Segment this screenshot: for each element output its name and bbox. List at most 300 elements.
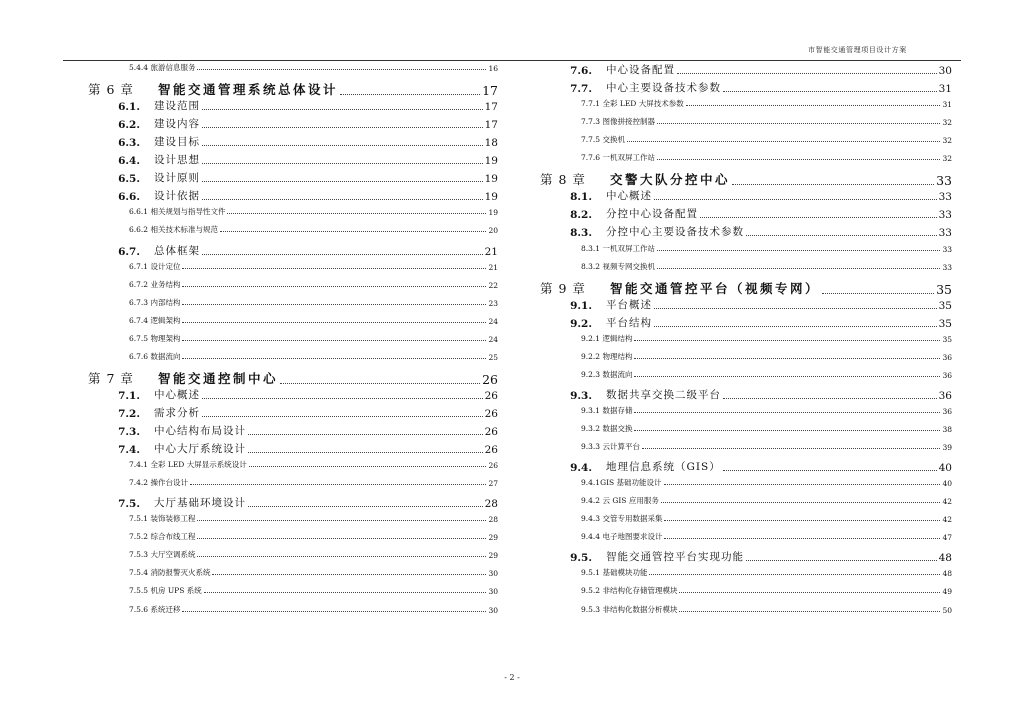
entry-text: 6.7.3 内部结构	[129, 297, 181, 307]
dot-leader	[202, 127, 483, 128]
toc-entry-title	[540, 369, 632, 380]
entry-page-number: 42	[942, 515, 952, 525]
entry-page-number: 25	[488, 352, 498, 362]
toc-section-entry[interactable]	[540, 297, 952, 312]
dot-leader	[746, 560, 937, 561]
entry-text: 9.2.3 数据流向	[581, 369, 633, 379]
dot-leader	[642, 448, 940, 449]
entry-text: 设计思想	[154, 154, 200, 167]
dot-leader	[197, 520, 486, 521]
toc-entry-title	[88, 441, 246, 456]
entry-page-number: 26	[484, 426, 498, 438]
toc-entry-title	[88, 387, 200, 402]
toc-section-entry[interactable]	[88, 441, 498, 456]
chapter-number: 第 8 章	[540, 172, 586, 188]
toc-entry-title	[88, 459, 247, 470]
dot-leader	[634, 430, 940, 431]
section-number: 7.4.	[118, 444, 140, 457]
toc-entry-title	[540, 170, 730, 188]
section-number: 7.3.	[118, 426, 140, 438]
toc-entry-title	[540, 315, 652, 330]
toc-entry-title	[88, 80, 338, 98]
entry-page-number: 17	[484, 101, 498, 114]
entry-text: 设计原则	[154, 172, 200, 185]
entry-text: 智能交通管理系统总体设计	[158, 82, 339, 98]
toc-section-entry[interactable]	[88, 188, 498, 203]
dot-leader	[654, 326, 937, 327]
dot-leader	[182, 286, 486, 287]
toc-section-entry[interactable]	[88, 134, 498, 149]
toc-entry-title	[88, 134, 200, 149]
entry-page-number: 20	[488, 226, 498, 236]
entry-text: 中心大厅系统设计	[154, 443, 246, 456]
entry-page-number: 26	[482, 371, 498, 387]
entry-text: 7.4.1 全彩 LED 大屏显示系统设计	[129, 460, 247, 470]
toc-subsection-entry[interactable]	[88, 531, 498, 542]
toc-subsection-entry[interactable]	[88, 62, 498, 73]
entry-text: 数据共享交换二级平台	[606, 388, 721, 401]
toc-entry-title	[540, 423, 632, 434]
toc-section-entry[interactable]	[540, 80, 952, 95]
toc-subsection-entry[interactable]	[88, 351, 498, 362]
entry-text: 6.6.2 相关技术标准与规范	[129, 225, 218, 235]
toc-entry-title	[88, 423, 246, 438]
toc-subsection-entry[interactable]	[540, 98, 952, 109]
entry-page-number: 18	[484, 137, 498, 150]
entry-text: 6.6.1 相关规划与指导性文件	[129, 207, 226, 217]
dot-leader	[661, 502, 941, 503]
entry-page-number: 40	[942, 479, 952, 489]
dot-leader	[248, 434, 483, 435]
toc-entry-title	[540, 333, 632, 344]
dot-leader	[664, 484, 941, 485]
entry-text: 中心结构布局设计	[154, 425, 246, 437]
entry-text: 6.7.2 业务结构	[129, 279, 181, 289]
entry-page-number: 23	[488, 298, 498, 308]
toc-section-entry[interactable]	[88, 243, 498, 258]
section-number: 7.2.	[118, 407, 140, 420]
entry-text: 9.4.2 云 GIS 应用服务	[581, 496, 659, 506]
entry-text: 9.4.1GIS 基础功能设计	[581, 478, 662, 488]
dot-leader	[182, 358, 486, 359]
toc-subsection-entry[interactable]	[540, 585, 952, 596]
section-number: 9.4.	[570, 462, 592, 475]
toc-section-entry[interactable]	[88, 152, 498, 167]
entry-text: 9.3.2 数据交换	[581, 424, 633, 433]
toc-subsection-entry[interactable]	[540, 152, 952, 163]
toc-section-entry[interactable]	[88, 98, 498, 113]
toc-entry-title	[88, 531, 195, 542]
entry-page-number: 27	[488, 479, 498, 489]
toc-subsection-entry[interactable]	[540, 567, 952, 578]
entry-page-number: 21	[488, 262, 498, 272]
entry-page-number: 24	[488, 334, 498, 344]
toc-subsection-entry[interactable]	[540, 604, 952, 615]
dot-leader	[212, 574, 486, 575]
dot-leader	[340, 94, 480, 95]
entry-text: 中心主要设备技术参数	[606, 82, 721, 95]
entry-page-number: 33	[938, 191, 952, 204]
toc-entry-title	[88, 62, 195, 73]
toc-subsection-entry[interactable]	[540, 405, 952, 416]
toc-section-entry[interactable]	[88, 423, 498, 438]
entry-page-number: 35	[938, 299, 952, 312]
toc-section-entry[interactable]	[88, 116, 498, 131]
entry-page-number: 17	[484, 119, 498, 132]
dot-leader	[227, 213, 486, 214]
toc-entry-title	[88, 188, 200, 203]
entry-text: 7.7.5 交换机	[581, 135, 625, 145]
dot-leader	[700, 217, 937, 218]
entry-text: 9.5.1 基础模块功能	[581, 568, 648, 578]
toc-entry-title	[88, 261, 180, 272]
toc-subsection-entry[interactable]	[88, 261, 498, 272]
toc-entry-title	[88, 243, 200, 258]
dot-leader	[679, 611, 940, 612]
toc-subsection-entry[interactable]	[88, 585, 498, 596]
toc-entry-title	[88, 513, 195, 524]
toc-entry-title	[88, 279, 180, 290]
entry-text: 总体框架	[154, 244, 200, 257]
entry-page-number: 17	[482, 83, 498, 99]
entry-text: 7.5.6 系统迁移	[129, 604, 181, 614]
entry-page-number: 32	[942, 136, 952, 146]
dot-leader	[202, 199, 483, 200]
toc-subsection-entry[interactable]	[88, 333, 498, 344]
toc-entry-title	[88, 369, 278, 387]
section-number: 8.3.	[570, 227, 592, 240]
entry-page-number: 30	[488, 605, 498, 615]
entry-text: 7.5.1 装饰装修工程	[129, 514, 196, 524]
entry-page-number: 19	[484, 155, 498, 168]
section-number: 6.1.	[118, 101, 140, 114]
dot-leader	[280, 383, 480, 384]
entry-page-number: 47	[942, 533, 952, 543]
section-number: 6.6.	[118, 191, 140, 204]
entry-page-number: 19	[484, 173, 498, 186]
toc-entry-title	[88, 333, 180, 344]
entry-page-number: 19	[484, 191, 498, 204]
toc-section-entry[interactable]	[88, 405, 498, 420]
entry-page-number: 26	[484, 389, 498, 402]
toc-entry-title	[88, 495, 246, 510]
toc-entry-title	[540, 98, 684, 109]
toc-subsection-entry[interactable]	[88, 477, 498, 488]
dot-leader	[182, 340, 486, 341]
dot-leader	[723, 91, 937, 92]
toc-section-entry[interactable]	[540, 224, 952, 239]
entry-page-number: 48	[942, 569, 952, 579]
entry-page-number: 26	[484, 444, 498, 457]
entry-page-number: 35	[942, 334, 952, 344]
entry-text: 9.3.3 云计算平台	[581, 442, 640, 452]
entry-text: 9.4.4 电子地图要求设计	[581, 532, 663, 542]
entry-text: 9.5.2 非结构化存储管理模块	[581, 586, 678, 596]
toc-entry-title	[88, 170, 200, 185]
toc-entry-title	[88, 604, 180, 615]
dot-leader	[204, 592, 487, 593]
entry-page-number: 33	[938, 227, 952, 240]
entry-page-number: 26	[488, 461, 498, 471]
entry-page-number: 33	[942, 262, 952, 272]
toc-entry-title	[540, 585, 677, 596]
dot-leader	[634, 376, 940, 377]
dot-leader	[657, 250, 940, 251]
entry-page-number: 33	[938, 209, 952, 222]
dot-leader	[220, 231, 486, 232]
entry-page-number: 49	[942, 587, 952, 597]
toc-subsection-entry[interactable]	[88, 297, 498, 308]
entry-page-number: 31	[942, 100, 952, 110]
dot-leader	[202, 163, 483, 164]
entry-text: 交警大队分控中心	[610, 172, 731, 188]
toc-entry-title	[540, 531, 662, 542]
entry-text: 8.3.2 视频专网交换机	[581, 261, 655, 271]
entry-text: 建设范围	[154, 100, 200, 113]
toc-subsection-entry[interactable]	[540, 134, 952, 145]
entry-text: 中心概述	[606, 190, 652, 203]
section-number: 8.1.	[570, 191, 592, 204]
entry-page-number: 30	[488, 587, 498, 597]
toc-entry-title	[88, 116, 200, 131]
dot-leader	[182, 611, 486, 612]
toc-entry-title	[540, 134, 625, 145]
dot-leader	[664, 538, 940, 539]
toc-section-entry[interactable]	[540, 315, 952, 330]
toc-entry-title	[88, 585, 202, 596]
toc-chapter-entry[interactable]	[88, 80, 498, 98]
section-number: 6.5.	[118, 173, 140, 186]
toc-entry-title	[540, 513, 662, 524]
entry-page-number: 35	[936, 281, 952, 297]
toc-section-entry[interactable]	[540, 62, 952, 77]
toc-subsection-entry[interactable]	[88, 206, 498, 217]
dot-leader	[679, 592, 940, 593]
entry-page-number: 36	[938, 389, 952, 402]
toc-subsection-entry[interactable]	[540, 351, 952, 362]
toc-entry-title	[540, 495, 659, 506]
dot-leader	[657, 268, 940, 269]
dot-leader	[654, 199, 937, 200]
toc-subsection-entry[interactable]	[540, 441, 952, 452]
entry-page-number: 31	[938, 83, 952, 96]
dot-leader	[197, 556, 486, 557]
entry-text: 6.7.1 设计定位	[129, 261, 181, 271]
dot-leader	[723, 470, 937, 471]
toc-subsection-entry[interactable]	[88, 604, 498, 615]
dot-leader	[202, 398, 483, 399]
dot-leader	[202, 181, 483, 182]
entry-text: 智能交通管控平台实现功能	[606, 551, 744, 564]
toc-subsection-entry[interactable]	[88, 315, 498, 326]
dot-leader	[182, 304, 486, 305]
toc-chapter-entry[interactable]	[88, 369, 498, 387]
entry-text: 地理信息系统（GIS）	[606, 461, 721, 474]
section-number: 9.1.	[570, 299, 592, 312]
entry-page-number: 50	[942, 605, 952, 615]
toc-entry-title	[540, 261, 655, 272]
toc-subsection-entry[interactable]	[88, 513, 498, 524]
toc-subsection-entry[interactable]	[540, 369, 952, 380]
entry-text: 9.4.3 交管专用数据采集	[581, 514, 663, 524]
dot-leader	[248, 506, 483, 507]
dot-leader	[190, 484, 486, 485]
toc-chapter-entry[interactable]	[540, 279, 952, 297]
toc-entry-title	[540, 116, 655, 127]
entry-page-number: 32	[942, 154, 952, 164]
toc-entry-title	[540, 243, 655, 254]
entry-text: 分控中心设备配置	[606, 208, 698, 221]
toc-subsection-entry[interactable]	[88, 567, 498, 578]
entry-text: 7.5.3 大厅空调系统	[129, 550, 196, 560]
entry-page-number: 16	[488, 64, 498, 73]
toc-section-entry[interactable]	[540, 188, 952, 203]
entry-page-number: 30	[488, 569, 498, 579]
toc-entry-title	[88, 549, 195, 560]
toc-entry-title	[540, 206, 698, 221]
toc-section-entry[interactable]	[88, 495, 498, 510]
chapter-number: 第 9 章	[540, 280, 586, 296]
toc-entry-title	[88, 315, 180, 326]
toc-subsection-entry[interactable]	[88, 224, 498, 235]
entry-text: 6.7.4 逻辑架构	[129, 315, 181, 325]
entry-page-number: 32	[942, 118, 952, 128]
section-number: 7.6.	[570, 65, 592, 77]
dot-leader	[822, 293, 934, 294]
entry-page-number: 36	[942, 406, 952, 416]
toc-section-entry[interactable]	[540, 387, 952, 402]
section-number: 9.2.	[570, 317, 592, 330]
entry-page-number: 33	[942, 244, 952, 254]
running-header: 市智能交通管理项目设计方案	[808, 46, 907, 54]
toc-entry-title	[540, 477, 662, 488]
toc-section-entry[interactable]	[540, 549, 952, 564]
dot-leader	[248, 452, 483, 453]
entry-text: 需求分析	[154, 406, 200, 419]
entry-text: 中心设备配置	[606, 64, 675, 76]
toc-section-entry[interactable]	[88, 387, 498, 402]
section-number: 9.5.	[570, 552, 592, 565]
toc-subsection-entry[interactable]	[540, 261, 952, 272]
toc-entry-title	[540, 224, 744, 239]
toc-section-entry[interactable]	[88, 170, 498, 185]
toc-entry-title	[540, 387, 721, 402]
toc-entry-title	[88, 477, 188, 488]
entry-page-number: 29	[488, 551, 498, 561]
toc-entry-title	[540, 405, 632, 416]
toc-entry-title	[540, 297, 652, 312]
entry-text: 7.5.5 机房 UPS 系统	[129, 586, 202, 596]
toc-subsection-entry[interactable]	[540, 243, 952, 254]
dot-leader	[634, 340, 940, 341]
toc-entry-title	[88, 206, 225, 217]
entry-page-number: 24	[488, 316, 498, 326]
dot-leader	[197, 538, 486, 539]
entry-page-number: 42	[942, 497, 952, 507]
section-number: 6.3.	[118, 137, 140, 150]
entry-text: 7.7.6 一机双屏工作站	[581, 153, 655, 163]
toc-entry-title	[540, 351, 632, 362]
entry-text: 8.3.1 一机双屏工作站	[581, 243, 655, 253]
dot-leader	[182, 268, 486, 269]
entry-text: 7.7.3 图像拼接控制器	[581, 117, 655, 127]
toc-subsection-entry[interactable]	[88, 549, 498, 560]
entry-page-number: 33	[936, 173, 952, 189]
toc-entry-title	[540, 80, 721, 95]
section-number: 6.7.	[118, 245, 140, 258]
entry-text: 设计依据	[154, 190, 200, 203]
dot-leader	[627, 141, 940, 142]
toc-subsection-entry[interactable]	[88, 459, 498, 470]
header-rule	[63, 60, 961, 61]
dot-leader	[654, 308, 937, 309]
toc-entry-title	[88, 297, 180, 308]
toc-section-entry[interactable]	[540, 206, 952, 221]
toc-entry-title	[540, 549, 744, 564]
toc-chapter-entry[interactable]	[540, 170, 952, 188]
dot-leader	[249, 466, 487, 467]
toc-entry-title	[88, 98, 200, 113]
dot-leader	[197, 69, 486, 70]
entry-text: 大厅基础环境设计	[154, 497, 246, 510]
toc-entry-title	[540, 279, 820, 297]
entry-text: 7.5.4 消防报警灭火系统	[129, 568, 211, 578]
entry-page-number: 28	[484, 498, 498, 511]
entry-text: 6.7.5 物理架构	[129, 333, 181, 343]
entry-text: 中心概述	[154, 388, 200, 401]
section-number: 7.5.	[118, 498, 140, 511]
entry-text: 9.2.1 逻辑结构	[581, 333, 633, 343]
section-number: 9.3.	[570, 389, 592, 402]
entry-text: 6.7.6 数据流向	[129, 351, 181, 361]
toc-subsection-entry[interactable]	[540, 116, 952, 127]
entry-page-number: 40	[938, 462, 952, 475]
section-number: 6.4.	[118, 155, 140, 168]
dot-leader	[657, 123, 940, 124]
entry-page-number: 21	[484, 245, 498, 258]
dot-leader	[746, 235, 937, 236]
toc-entry-title	[88, 351, 180, 362]
entry-text: 建设目标	[154, 136, 200, 149]
dot-leader	[686, 105, 941, 106]
dot-leader	[634, 412, 940, 413]
toc-subsection-entry[interactable]	[88, 279, 498, 290]
toc-subsection-entry[interactable]	[540, 495, 952, 506]
dot-leader	[202, 109, 483, 110]
entry-text: 9.2.2 物理结构	[581, 351, 633, 361]
toc-section-entry[interactable]	[540, 459, 952, 474]
toc-subsection-entry[interactable]	[540, 477, 952, 488]
page-number: - 2 -	[504, 673, 520, 682]
toc-subsection-entry[interactable]	[540, 333, 952, 344]
toc-subsection-entry[interactable]	[540, 531, 952, 542]
toc-subsection-entry[interactable]	[540, 423, 952, 434]
toc-entry-title	[540, 62, 675, 77]
toc-entry-title	[540, 441, 640, 452]
entry-text: 平台概述	[606, 298, 652, 311]
entry-page-number: 19	[488, 208, 498, 218]
entry-text: 5.4.4 旅游信息服务	[129, 63, 196, 72]
entry-page-number: 26	[484, 407, 498, 420]
entry-text: 平台结构	[606, 316, 652, 329]
toc-subsection-entry[interactable]	[540, 513, 952, 524]
entry-page-number: 22	[488, 280, 498, 290]
toc-entry-title	[540, 567, 647, 578]
entry-page-number: 36	[942, 352, 952, 362]
entry-text: 9.5.3 非结构化数据分析模块	[581, 604, 678, 614]
toc-entry-title	[540, 459, 721, 474]
toc-entry-title	[88, 405, 200, 420]
